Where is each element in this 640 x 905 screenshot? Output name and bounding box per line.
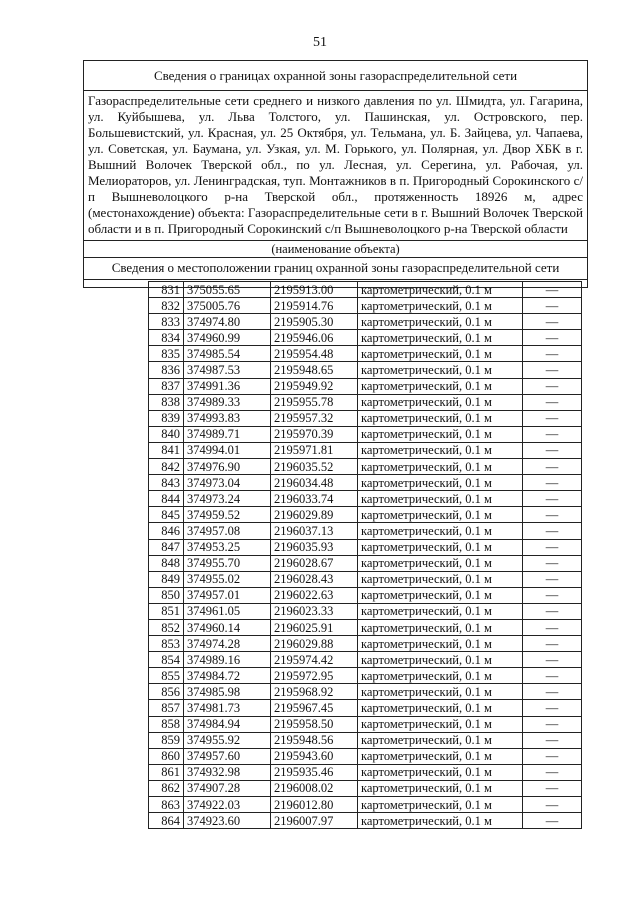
method-cell: картометрический, 0.1 м <box>358 764 523 780</box>
coord-y: 2196028.67 <box>271 555 358 571</box>
point-number: 834 <box>149 330 184 346</box>
note-cell: — <box>523 668 582 684</box>
table-row <box>149 603 582 619</box>
coord-x: 374955.02 <box>184 571 271 587</box>
coord-y: 2196037.13 <box>271 523 358 539</box>
method-cell: картометрический, 0.1 м <box>358 314 523 330</box>
table-row <box>149 619 582 635</box>
coord-x: 374984.72 <box>184 668 271 684</box>
coord-x: 374989.71 <box>184 426 271 442</box>
note-cell: — <box>523 797 582 813</box>
note-cell: — <box>523 571 582 587</box>
point-number: 848 <box>149 555 184 571</box>
point-number: 857 <box>149 700 184 716</box>
coord-y: 2195955.78 <box>271 394 358 410</box>
table-row <box>149 764 582 780</box>
coord-y: 2195970.39 <box>271 426 358 442</box>
coord-y: 2195974.42 <box>271 652 358 668</box>
table-row <box>149 346 582 362</box>
coord-y: 2195968.92 <box>271 684 358 700</box>
note-cell: — <box>523 764 582 780</box>
point-number: 858 <box>149 716 184 732</box>
note-cell: — <box>523 716 582 732</box>
coord-x: 374957.60 <box>184 748 271 764</box>
method-cell: картометрический, 0.1 м <box>358 587 523 603</box>
point-number: 844 <box>149 491 184 507</box>
location-title: Сведения о местоположении границ охранной зоны газораспределительной сети <box>84 258 587 280</box>
point-number: 849 <box>149 571 184 587</box>
note-cell: — <box>523 475 582 491</box>
coord-x: 374960.14 <box>184 619 271 635</box>
note-cell: — <box>523 619 582 635</box>
table-row <box>149 539 582 555</box>
coord-x: 374985.98 <box>184 684 271 700</box>
object-caption: (наименование объекта) <box>84 241 587 258</box>
point-number: 853 <box>149 636 184 652</box>
method-cell: картометрический, 0.1 м <box>358 282 523 298</box>
table-row <box>149 668 582 684</box>
table-row <box>149 716 582 732</box>
note-cell: — <box>523 780 582 796</box>
method-cell: картометрический, 0.1 м <box>358 748 523 764</box>
coord-x: 375005.76 <box>184 298 271 314</box>
point-number: 860 <box>149 748 184 764</box>
method-cell: картометрический, 0.1 м <box>358 797 523 813</box>
coord-x: 374991.36 <box>184 378 271 394</box>
coord-x: 375055.65 <box>184 282 271 298</box>
point-number: 855 <box>149 668 184 684</box>
point-number: 861 <box>149 764 184 780</box>
note-cell: — <box>523 394 582 410</box>
coord-x: 374973.24 <box>184 491 271 507</box>
coord-x: 374976.90 <box>184 459 271 475</box>
point-number: 839 <box>149 410 184 426</box>
point-number: 845 <box>149 507 184 523</box>
note-cell: — <box>523 346 582 362</box>
note-cell: — <box>523 636 582 652</box>
point-number: 862 <box>149 780 184 796</box>
coord-x: 374973.04 <box>184 475 271 491</box>
coord-x: 374955.92 <box>184 732 271 748</box>
note-cell: — <box>523 491 582 507</box>
method-cell: картометрический, 0.1 м <box>358 700 523 716</box>
coord-y: 2195913.00 <box>271 282 358 298</box>
coord-x: 374907.28 <box>184 780 271 796</box>
method-cell: картометрический, 0.1 м <box>358 362 523 378</box>
coord-y: 2195967.45 <box>271 700 358 716</box>
method-cell: картометрический, 0.1 м <box>358 636 523 652</box>
coord-x: 374974.80 <box>184 314 271 330</box>
coord-y: 2195957.32 <box>271 410 358 426</box>
coord-x: 374974.28 <box>184 636 271 652</box>
object-description: Газораспределительные сети среднего и низкого давления по ул. Шмидта, ул. Гагарина, ул. Куйбышева, ул. Льва Толстого, ул. Пашинская, ул. Островского, пер. Большевистский, ул. Красная, ул. 25 Октября, ул. Тельмана, ул. Б. Зайцева, ул. Чапаева, ул. Советская, ул. Баумана, ул. Узкая, ул. М. Горького, ул. Полярная, ул. Двор ХБК в г. Вышний Волочек Тверской обл., по ул. Лесная, ул. Серегина, ул. Рабочая, ул. Мелиораторов, ул. Ленинградская, туп. Монтажников в п. Пригородный Сорокинского с/п Вышневолоцкого р-на Тверской обл., протяженность 18926 м, адрес (местонахождение) объекта: Газораспределительные сети в г. Вышний Волочек Тверской области и в п. Пригородный Сорокинский с/п Вышневолоцкого р-на Тверской области <box>84 91 587 241</box>
note-cell: — <box>523 748 582 764</box>
method-cell: картометрический, 0.1 м <box>358 716 523 732</box>
coord-y: 2196035.52 <box>271 459 358 475</box>
note-cell: — <box>523 410 582 426</box>
coord-x: 374985.54 <box>184 346 271 362</box>
note-cell: — <box>523 555 582 571</box>
table-row <box>149 282 582 298</box>
method-cell: картометрический, 0.1 м <box>358 491 523 507</box>
method-cell: картометрический, 0.1 м <box>358 394 523 410</box>
table-row <box>149 298 582 314</box>
method-cell: картометрический, 0.1 м <box>358 603 523 619</box>
point-number: 841 <box>149 442 184 458</box>
coord-y: 2195943.60 <box>271 748 358 764</box>
method-cell: картометрический, 0.1 м <box>358 346 523 362</box>
coord-x: 374993.83 <box>184 410 271 426</box>
table-row <box>149 780 582 796</box>
table-row <box>149 475 582 491</box>
note-cell: — <box>523 507 582 523</box>
note-cell: — <box>523 539 582 555</box>
table-row <box>149 523 582 539</box>
coord-x: 374957.08 <box>184 523 271 539</box>
point-number: 850 <box>149 587 184 603</box>
coord-y: 2196029.89 <box>271 507 358 523</box>
point-number: 832 <box>149 298 184 314</box>
table-row <box>149 797 582 813</box>
coord-y: 2195935.46 <box>271 764 358 780</box>
point-number: 835 <box>149 346 184 362</box>
method-cell: картометрический, 0.1 м <box>358 780 523 796</box>
note-cell: — <box>523 523 582 539</box>
point-number: 836 <box>149 362 184 378</box>
point-number: 840 <box>149 426 184 442</box>
point-number: 847 <box>149 539 184 555</box>
coord-y: 2195914.76 <box>271 298 358 314</box>
point-number: 843 <box>149 475 184 491</box>
method-cell: картометрический, 0.1 м <box>358 410 523 426</box>
coord-y: 2196012.80 <box>271 797 358 813</box>
method-cell: картометрический, 0.1 м <box>358 571 523 587</box>
table-row <box>149 813 582 829</box>
note-cell: — <box>523 314 582 330</box>
method-cell: картометрический, 0.1 м <box>358 668 523 684</box>
table-row <box>149 507 582 523</box>
note-cell: — <box>523 587 582 603</box>
coord-x: 374922.03 <box>184 797 271 813</box>
point-number: 842 <box>149 459 184 475</box>
method-cell: картометрический, 0.1 м <box>358 555 523 571</box>
method-cell: картометрический, 0.1 м <box>358 813 523 829</box>
coord-y: 2196028.43 <box>271 571 358 587</box>
coord-y: 2195905.30 <box>271 314 358 330</box>
method-cell: картометрический, 0.1 м <box>358 507 523 523</box>
table-row <box>149 410 582 426</box>
coord-x: 374981.73 <box>184 700 271 716</box>
table-row <box>149 571 582 587</box>
method-cell: картометрический, 0.1 м <box>358 732 523 748</box>
method-cell: картометрический, 0.1 м <box>358 619 523 635</box>
coord-y: 2195949.92 <box>271 378 358 394</box>
note-cell: — <box>523 442 582 458</box>
table-row <box>149 394 582 410</box>
table-row <box>149 587 582 603</box>
note-cell: — <box>523 652 582 668</box>
coord-y: 2196007.97 <box>271 813 358 829</box>
point-number: 856 <box>149 684 184 700</box>
coord-y: 2195971.81 <box>271 442 358 458</box>
coord-x: 374989.33 <box>184 394 271 410</box>
method-cell: картометрический, 0.1 м <box>358 378 523 394</box>
method-cell: картометрический, 0.1 м <box>358 539 523 555</box>
table-row <box>149 314 582 330</box>
coord-x: 374923.60 <box>184 813 271 829</box>
note-cell: — <box>523 298 582 314</box>
note-cell: — <box>523 813 582 829</box>
point-number: 831 <box>149 282 184 298</box>
point-number: 859 <box>149 732 184 748</box>
table-row <box>149 555 582 571</box>
method-cell: картометрический, 0.1 м <box>358 523 523 539</box>
coord-y: 2195954.48 <box>271 346 358 362</box>
note-cell: — <box>523 603 582 619</box>
table-row <box>149 636 582 652</box>
point-number: 846 <box>149 523 184 539</box>
coord-y: 2196033.74 <box>271 491 358 507</box>
point-number: 864 <box>149 813 184 829</box>
section-title: Сведения о границах охранной зоны газораспределительной сети <box>84 61 587 91</box>
coord-x: 374960.99 <box>184 330 271 346</box>
note-cell: — <box>523 378 582 394</box>
table-row <box>149 732 582 748</box>
coord-x: 374989.16 <box>184 652 271 668</box>
method-cell: картометрический, 0.1 м <box>358 475 523 491</box>
point-number: 837 <box>149 378 184 394</box>
coord-x: 374955.70 <box>184 555 271 571</box>
coord-x: 374984.94 <box>184 716 271 732</box>
table-row <box>149 426 582 442</box>
coord-y: 2195972.95 <box>271 668 358 684</box>
method-cell: картометрический, 0.1 м <box>358 298 523 314</box>
method-cell: картометрический, 0.1 м <box>358 426 523 442</box>
table-row <box>149 330 582 346</box>
table-row <box>149 700 582 716</box>
table-row <box>149 748 582 764</box>
coord-x: 374953.25 <box>184 539 271 555</box>
coord-y: 2195948.65 <box>271 362 358 378</box>
method-cell: картометрический, 0.1 м <box>358 442 523 458</box>
note-cell: — <box>523 459 582 475</box>
point-number: 838 <box>149 394 184 410</box>
table-row <box>149 652 582 668</box>
coord-y: 2195948.56 <box>271 732 358 748</box>
coord-y: 2196034.48 <box>271 475 358 491</box>
method-cell: картометрический, 0.1 м <box>358 459 523 475</box>
coord-y: 2196008.02 <box>271 780 358 796</box>
coord-x: 374987.53 <box>184 362 271 378</box>
coord-x: 374932.98 <box>184 764 271 780</box>
coord-y: 2196035.93 <box>271 539 358 555</box>
point-number: 851 <box>149 603 184 619</box>
point-number: 852 <box>149 619 184 635</box>
note-cell: — <box>523 362 582 378</box>
coordinates-table <box>148 281 582 829</box>
table-row <box>149 491 582 507</box>
note-cell: — <box>523 684 582 700</box>
table-row <box>149 684 582 700</box>
point-number: 833 <box>149 314 184 330</box>
coord-y: 2196022.63 <box>271 587 358 603</box>
coord-y: 2195946.06 <box>271 330 358 346</box>
note-cell: — <box>523 426 582 442</box>
note-cell: — <box>523 700 582 716</box>
zone-info-frame <box>83 60 588 288</box>
coord-y: 2195958.50 <box>271 716 358 732</box>
coord-y: 2196029.88 <box>271 636 358 652</box>
coord-x: 374959.52 <box>184 507 271 523</box>
page-number: 51 <box>313 35 327 50</box>
method-cell: картометрический, 0.1 м <box>358 652 523 668</box>
coord-y: 2196023.33 <box>271 603 358 619</box>
table-row <box>149 378 582 394</box>
note-cell: — <box>523 330 582 346</box>
note-cell: — <box>523 282 582 298</box>
coord-x: 374961.05 <box>184 603 271 619</box>
table-row <box>149 362 582 378</box>
coord-y: 2196025.91 <box>271 619 358 635</box>
note-cell: — <box>523 732 582 748</box>
table-row <box>149 459 582 475</box>
method-cell: картометрический, 0.1 м <box>358 684 523 700</box>
table-row <box>149 442 582 458</box>
point-number: 863 <box>149 797 184 813</box>
coord-x: 374957.01 <box>184 587 271 603</box>
coord-x: 374994.01 <box>184 442 271 458</box>
method-cell: картометрический, 0.1 м <box>358 330 523 346</box>
point-number: 854 <box>149 652 184 668</box>
